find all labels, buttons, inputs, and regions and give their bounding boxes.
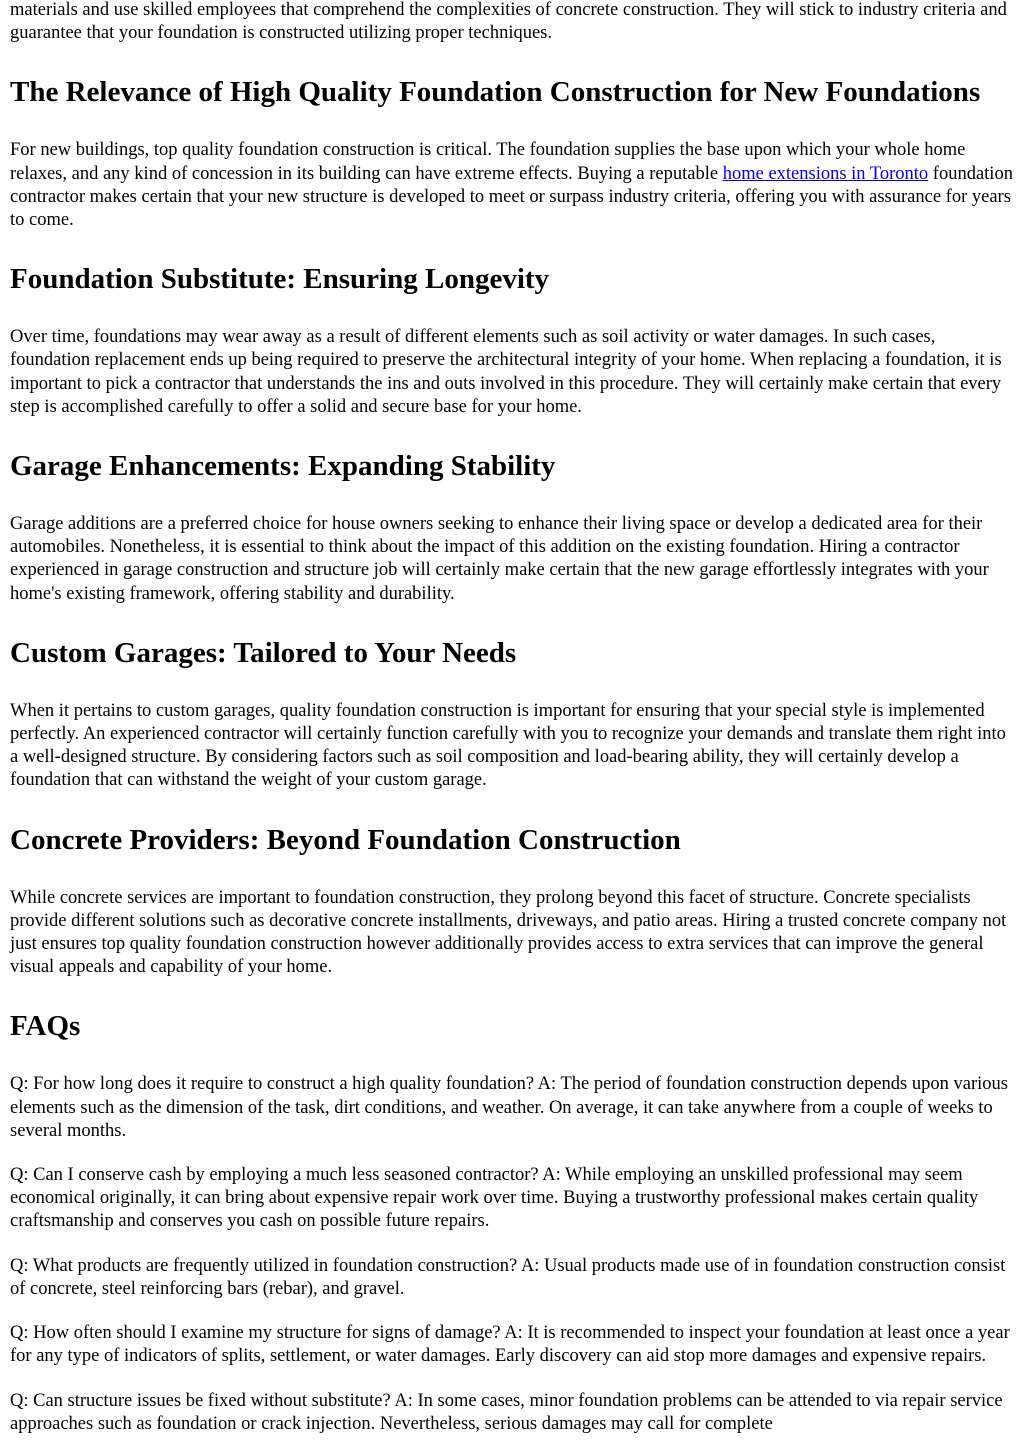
faq-item: Q: Can I conserve cash by employing a much less seasoned contractor? A: While employing an unskilled professional may seem economical originally, it can bring about expensive repair work over time. Buying a trustworthy professional makes certain quality craftsmanship and conserves you cash on possible future repairs. (10, 1165, 979, 1232)
section-paragraph-garage-enhancements: Garage additions are a preferred choice for house owners seeking to enhance their living space or develop a dedicated area for their automobiles. Nonetheless, it is essential to think about the impact of this addition on the existing foundation. Hiring a contractor experienced in garage construction and structure job will certainly make certain that the new garage effortlessly integrates with your home's existing framework, offering stability and durability. (10, 514, 989, 604)
paragraph-text-after-link: foundation contractor makes certain that your new structure is developed to meet or surpass industry criteria, offering you with assurance for years to come. (10, 163, 1013, 231)
section-heading-garage-enhancements: Garage Enhancements: Expanding Stability (10, 450, 556, 483)
section-paragraph-foundation-substitute: Over time, foundations may wear away as a result of different elements such as soil activity or water damages. In such cases, foundation replacement ends up being required to preserve the architectural integrity of your home. When replacing a foundation, it is important to pick a contractor that understands the ins and outs involved in this procedure. They will certainly make certain that every step is accomplished carefully to offer a solid and secure base for your home. (10, 327, 1002, 417)
section-heading-concrete-providers: Concrete Providers: Beyond Foundation Construction (10, 823, 681, 856)
section-paragraph-custom-garages: When it pertains to custom garages, quality foundation construction is important for ensuring that your special style is implemented perfectly. An experienced contractor will certainly function carefully with you to recognize your demands and translate them right into a well-designed structure. By considering factors such as soil composition and load-bearing ability, they will certainly develop a foundation that can withstand the weight of your custom garage. (10, 700, 1006, 791)
faq-item: Q: Can structure issues be fixed without substitute? A: In some cases, minor foundation problems can be attended to via repair service approaches such as foundation or crack injection. Nevertheless, serious damages may call for complete (10, 1390, 1003, 1434)
section-paragraph-concrete-providers: While concrete services are important to foundation construction, they prolong beyond this facet of structure. Concrete specialists provide different solutions such as decorative concrete installments, driveways, and patio areas. Hiring a trusted concrete company not just ensures top quality foundation construction however additionally provides access to extra services that can improve the general visual appeals and capability of your home. (10, 887, 1007, 978)
section-paragraph-new-foundations (10, 139, 1014, 232)
faqs-heading: FAQs (10, 1010, 81, 1043)
section-heading-custom-garages: Custom Garages: Tailored to Your Needs (10, 636, 517, 669)
faq-item: Q: How often should I examine my structure for signs of damage? A: It is recommended to inspect your foundation at least once a year for any type of indicators of splits, settlement, or water damages. Early discovery can aid stop more damages and expensive repairs. (10, 1323, 1010, 1367)
home-extensions-toronto-link[interactable]: home extensions in Toronto (722, 163, 929, 184)
section-heading-new-foundations: The Relevance of High Quality Foundation Construction for New Foundations (10, 76, 981, 109)
faq-item: Q: What products are frequently utilized in foundation construction? A: Usual products made use of in foundation construction consist of concrete, steel reinforcing bars (rebar), and gravel. (10, 1255, 1006, 1299)
section-heading-foundation-substitute: Foundation Substitute: Ensuring Longevity (10, 263, 550, 296)
paragraph-text-before-link: For new buildings, top quality foundation construction is critical. The foundation supplies the base upon which your whole home relaxes, and any kind of concession in its building can have extreme effects. Buying a reputable (10, 140, 966, 184)
intro-paragraph: materials and use skilled employees that comprehend the complexities of concrete construction. They will stick to industry criteria and guarantee that your foundation is constructed utilizing proper techniques. (10, 0, 1007, 44)
faq-item: Q: For how long does it require to construct a high quality foundation? A: The period of foundation construction depends upon various elements such as the dimension of the task, dirt conditions, and weather. On average, it can take anywhere from a couple of weeks to several months. (10, 1074, 1008, 1141)
